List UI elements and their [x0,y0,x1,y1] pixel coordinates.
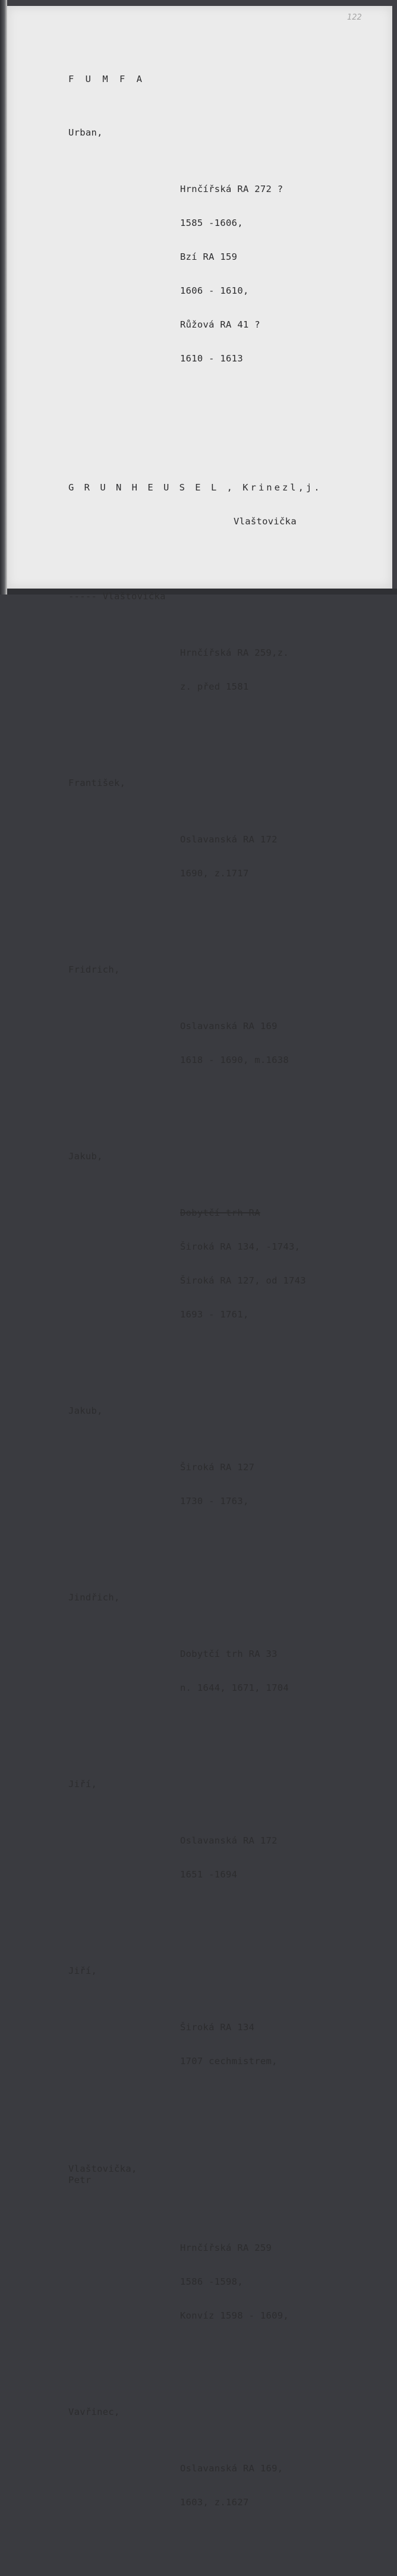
detail-line: Hrnčířská RA 272 ? [180,184,283,194]
entry-name: ----- Vlaštovička [68,591,166,602]
detail-line: 1606 - 1610, [180,285,249,296]
entry-jiri-2 [68,1965,322,2112]
entry-details [180,1813,322,1903]
entry-petr [68,2152,322,2367]
entry-details [180,998,322,1089]
detail-line: Hrnčířská RA 259 [180,2242,272,2253]
detail-line: Bzí RA 159 [180,251,238,262]
detail-line: 1618 - 1690, m.1638 [180,1055,289,1065]
detail-line: z. před 1581 [180,681,249,692]
detail-line: 1610 - 1613 [180,353,243,364]
entry-jakub-1 [68,1151,322,1366]
detail-line: Široká RA 134, -1743, [180,1241,301,1252]
entry-details [180,161,322,387]
detail-line: 1586 -1598, [180,2276,243,2287]
detail-line: 1693 - 1761, [180,1309,249,1320]
detail-line: Široká RA 127, od 1743 [180,1275,306,1286]
entry-name: Petr [68,2175,92,2185]
detail-line: Oslavanská RA 172 [180,834,278,845]
entry-name: Jakub, [68,1405,103,1416]
detail-line: 1690, z.1717 [180,868,249,879]
entry-vavrinec [68,2407,322,2553]
detail-line: 1585 -1606, [180,218,243,228]
entry-name: Jindřich, [68,1592,120,1603]
entry-details [180,625,322,715]
entry-details [180,1999,322,2090]
page-number: 122 [347,13,362,22]
detail-line: 1603, z.1627 [180,2497,249,2508]
detail-line: 1651 -1694 [180,1869,238,1880]
heading-grunheusel-block [68,460,322,550]
entry-jakub-2 [68,1405,322,1552]
detail-line: Široká RA 134 [180,2022,255,2033]
entry-details [180,2440,322,2531]
detail-line: Široká RA 127 [180,1462,255,1473]
detail-line: Oslavanská RA 172 [180,1835,278,1846]
entry-name: Jiří, [68,1779,97,1789]
entry-name: Vavřinec, [68,2407,120,2417]
detail-line: n. 1644, 1671, 1704 [180,1682,289,1693]
entry-name: Jiří, [68,1965,97,1976]
detail-line: Hrnčířská RA 259,z. [180,647,289,658]
heading-grunheusel: G R U N H E U S E L , Krinezl,j. [68,482,322,493]
detail-line: Oslavanská RA 169, [180,2463,283,2474]
heading-grunheusel-line2: Vlaštovička [234,516,297,527]
entry-frantisek [68,778,322,924]
entry-details [180,2220,322,2344]
entry-name: Jakub, [68,1151,103,1162]
entry-name: Fridrich, [68,964,120,975]
entry-details [180,1185,322,1343]
detail-line: Konvíz 1598 - 1609, [180,2310,289,2321]
binding-edge [0,0,7,595]
entry-details [180,1439,322,1530]
detail-line: Oslavanská RA 169 [180,1021,278,1031]
entry-fridrich [68,964,322,1111]
entry-name-line2: Vlaštovička, [68,2163,137,2174]
entry-jindrich [68,1592,322,1739]
struck-detail-line: Dobytčí trh RA [180,1207,260,1218]
detail-line: 1730 - 1763, [180,1496,249,1506]
entry-details [180,812,322,902]
entry-name: Urban, [68,127,103,138]
detail-line: Dobytčí trh RA 33 [180,1649,278,1659]
typed-text [68,51,322,2576]
heading-fumfa: F U M F A [68,74,145,84]
detail-line: 1707 cechmistrem, [180,2056,278,2067]
entry-details [180,1626,322,1716]
entry-name: František, [68,778,126,788]
detail-line: Růžová RA 41 ? [180,319,260,330]
entry-vlastovicka [68,591,322,738]
entry-urban [68,127,322,410]
entry-jiri-1 [68,1779,322,1926]
